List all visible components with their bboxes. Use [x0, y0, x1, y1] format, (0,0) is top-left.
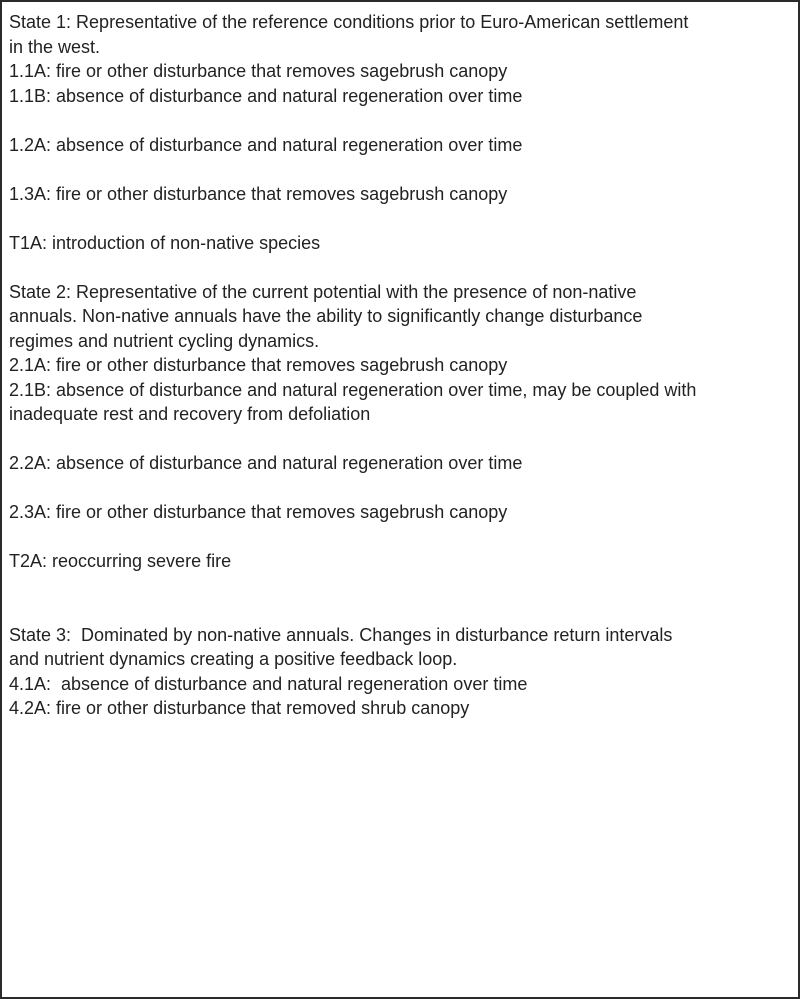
spacer	[9, 427, 792, 452]
spacer	[9, 525, 792, 550]
state-3-description-cont: and nutrient dynamics creating a positive feedback loop.	[9, 649, 458, 669]
spacer	[9, 574, 792, 599]
state-1-section	[9, 10, 792, 280]
spacer	[9, 108, 792, 133]
pathway-2-2a: 2.2A: absence of disturbance and natural regeneration over time	[9, 453, 523, 473]
state-3-description: State 3: Dominated by non-native annuals. Changes in disturbance return intervals	[9, 624, 673, 645]
pathway-2-1b-cont: inadequate rest and recovery from defoliation	[9, 404, 371, 424]
pathway-2-1b: 2.1B: absence of disturbance and natural regeneration over time, may be coupled with	[9, 379, 697, 400]
transition-t2a: T2A: reoccurring severe fire	[9, 551, 232, 571]
pathway-1-1b: 1.1B: absence of disturbance and natural regeneration over time	[9, 85, 523, 106]
state-2-description: State 2: Representative of the current potential with the presence of non-native	[9, 281, 637, 302]
state-3-section	[9, 623, 792, 721]
pathway-2-1a: 2.1A: fire or other disturbance that removes sagebrush canopy	[9, 355, 508, 375]
spacer	[9, 598, 792, 623]
pathway-2-3a: 2.3A: fire or other disturbance that removes sagebrush canopy	[9, 502, 508, 522]
state-2-description-cont: regimes and nutrient cycling dynamics.	[9, 330, 320, 351]
state-2-section	[9, 280, 792, 623]
transition-t1a: T1A: introduction of non-native species	[9, 232, 321, 253]
pathway-1-1a: 1.1A: fire or other disturbance that removes sagebrush canopy	[9, 61, 508, 81]
pathway-4-1a: 4.1A: absence of disturbance and natural regeneration over time	[9, 673, 528, 694]
state-1-description-cont: in the west.	[9, 36, 101, 57]
spacer	[9, 157, 792, 182]
state-2-description-cont: annuals. Non-native annuals have the ability to significantly change disturbance	[9, 306, 643, 326]
state-1-description: State 1: Representative of the reference conditions prior to Euro-American settlement	[9, 12, 689, 32]
pathway-1-2a: 1.2A: absence of disturbance and natural regeneration over time	[9, 134, 523, 155]
spacer	[9, 476, 792, 501]
pathway-1-3a: 1.3A: fire or other disturbance that removes sagebrush canopy	[9, 183, 508, 204]
spacer	[9, 206, 792, 231]
spacer	[9, 255, 792, 280]
document-text	[9, 10, 792, 721]
pathway-4-2a: 4.2A: fire or other disturbance that removed shrub canopy	[9, 698, 470, 718]
